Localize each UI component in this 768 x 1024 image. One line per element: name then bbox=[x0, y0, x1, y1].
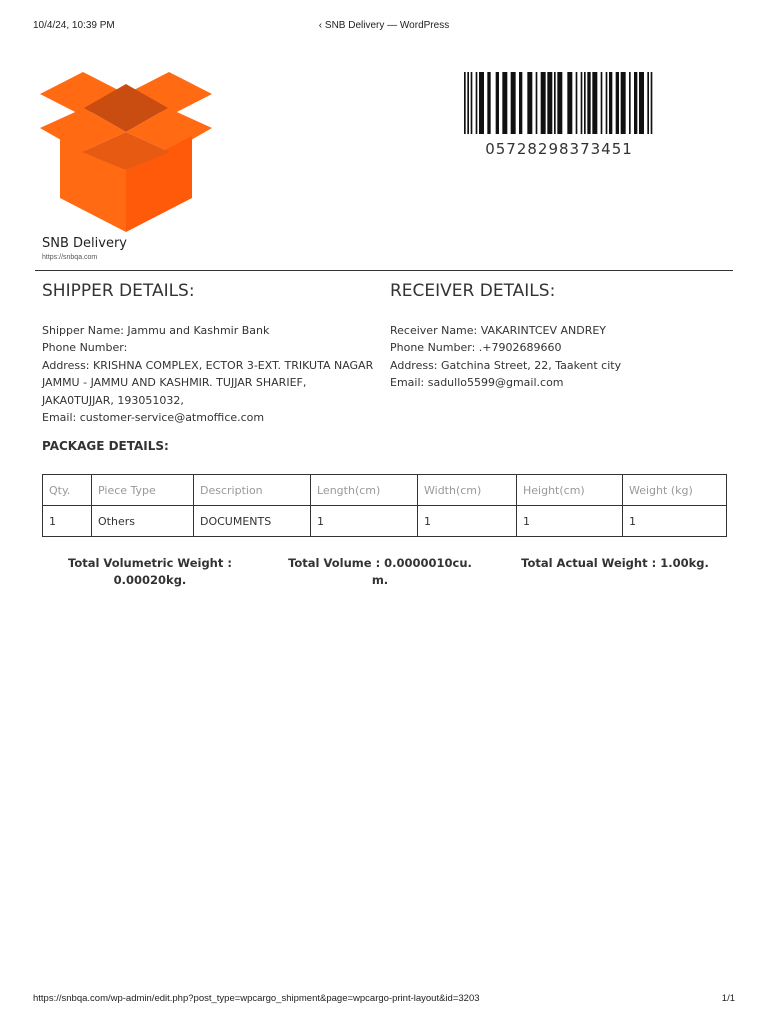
print-url: https://snbqa.com/wp-admin/edit.php?post_type=wpcargo_shipment&page=wpcargo-print-layout&id=3203 bbox=[33, 993, 480, 1004]
print-footer bbox=[33, 993, 735, 1007]
receiver-address: Address: Gatchina Street, 22, Taakent city bbox=[390, 358, 622, 372]
orange-box-icon bbox=[40, 70, 212, 234]
total-volume: Total Volume : 0.0000010cu. m. bbox=[288, 556, 472, 587]
receiver-name: Receiver Name: VAKARINTCEV ANDREY bbox=[390, 324, 607, 337]
shipper-name: Shipper Name: Jammu and Kashmir Bank bbox=[42, 324, 270, 337]
print-header bbox=[33, 20, 735, 34]
shipper-address: Address: KRISHNA COMPLEX, ECTOR 3-EXT. TRIKUTA NAGAR JAMMU - JAMMU AND KASHMIR. TUJJAR SHARIEF, JAKA0TUJJAR, 193051032, bbox=[42, 358, 374, 407]
package-heading: PACKAGE DETAILS: bbox=[42, 439, 169, 453]
receiver-details bbox=[390, 322, 720, 392]
table-cell: 1 bbox=[43, 506, 92, 537]
shipper-email: Email: customer-service@atmoffice.com bbox=[42, 411, 265, 425]
table-cell: Others bbox=[92, 506, 194, 537]
barcode-number: 05728298373451 bbox=[485, 140, 633, 158]
column-header: Height(cm) bbox=[517, 475, 623, 506]
table-cell: 1 bbox=[311, 506, 418, 537]
site-name: SNB Delivery bbox=[42, 236, 127, 251]
column-header: Description bbox=[194, 475, 311, 506]
column-header: Piece Type bbox=[92, 475, 194, 506]
shipper-heading: SHIPPER DETAILS: bbox=[42, 281, 195, 301]
column-header: Weight (kg) bbox=[623, 475, 727, 506]
barcode-image bbox=[464, 72, 654, 134]
package-table bbox=[42, 474, 727, 537]
table-row bbox=[43, 506, 727, 537]
print-datetime: 10/4/24, 10:39 PM bbox=[33, 20, 115, 31]
table-cell: 1 bbox=[623, 506, 727, 537]
site-url: https://snbqa.com bbox=[42, 254, 98, 261]
total-actual-weight: Total Actual Weight : 1.00kg. bbox=[521, 556, 709, 570]
receiver-heading: RECEIVER DETAILS: bbox=[390, 281, 556, 301]
column-header: Width(cm) bbox=[418, 475, 517, 506]
table-header-row bbox=[43, 475, 727, 506]
total-volumetric-weight: Total Volumetric Weight : 0.00020kg. bbox=[68, 556, 232, 587]
shipper-details bbox=[42, 322, 378, 426]
column-header: Length(cm) bbox=[311, 475, 418, 506]
column-header: Qty. bbox=[43, 475, 92, 506]
page-count: 1/1 bbox=[721, 993, 735, 1004]
table-cell: DOCUMENTS bbox=[194, 506, 311, 537]
table-cell: 1 bbox=[517, 506, 623, 537]
shipper-phone: Phone Number: bbox=[42, 341, 128, 355]
receiver-phone: Phone Number: .+7902689660 bbox=[390, 341, 562, 355]
print-page-title: ‹ SNB Delivery — WordPress bbox=[318, 20, 450, 31]
header-divider bbox=[35, 270, 733, 271]
table-cell: 1 bbox=[418, 506, 517, 537]
receiver-email: Email: sadullo5599@gmail.com bbox=[390, 376, 564, 390]
